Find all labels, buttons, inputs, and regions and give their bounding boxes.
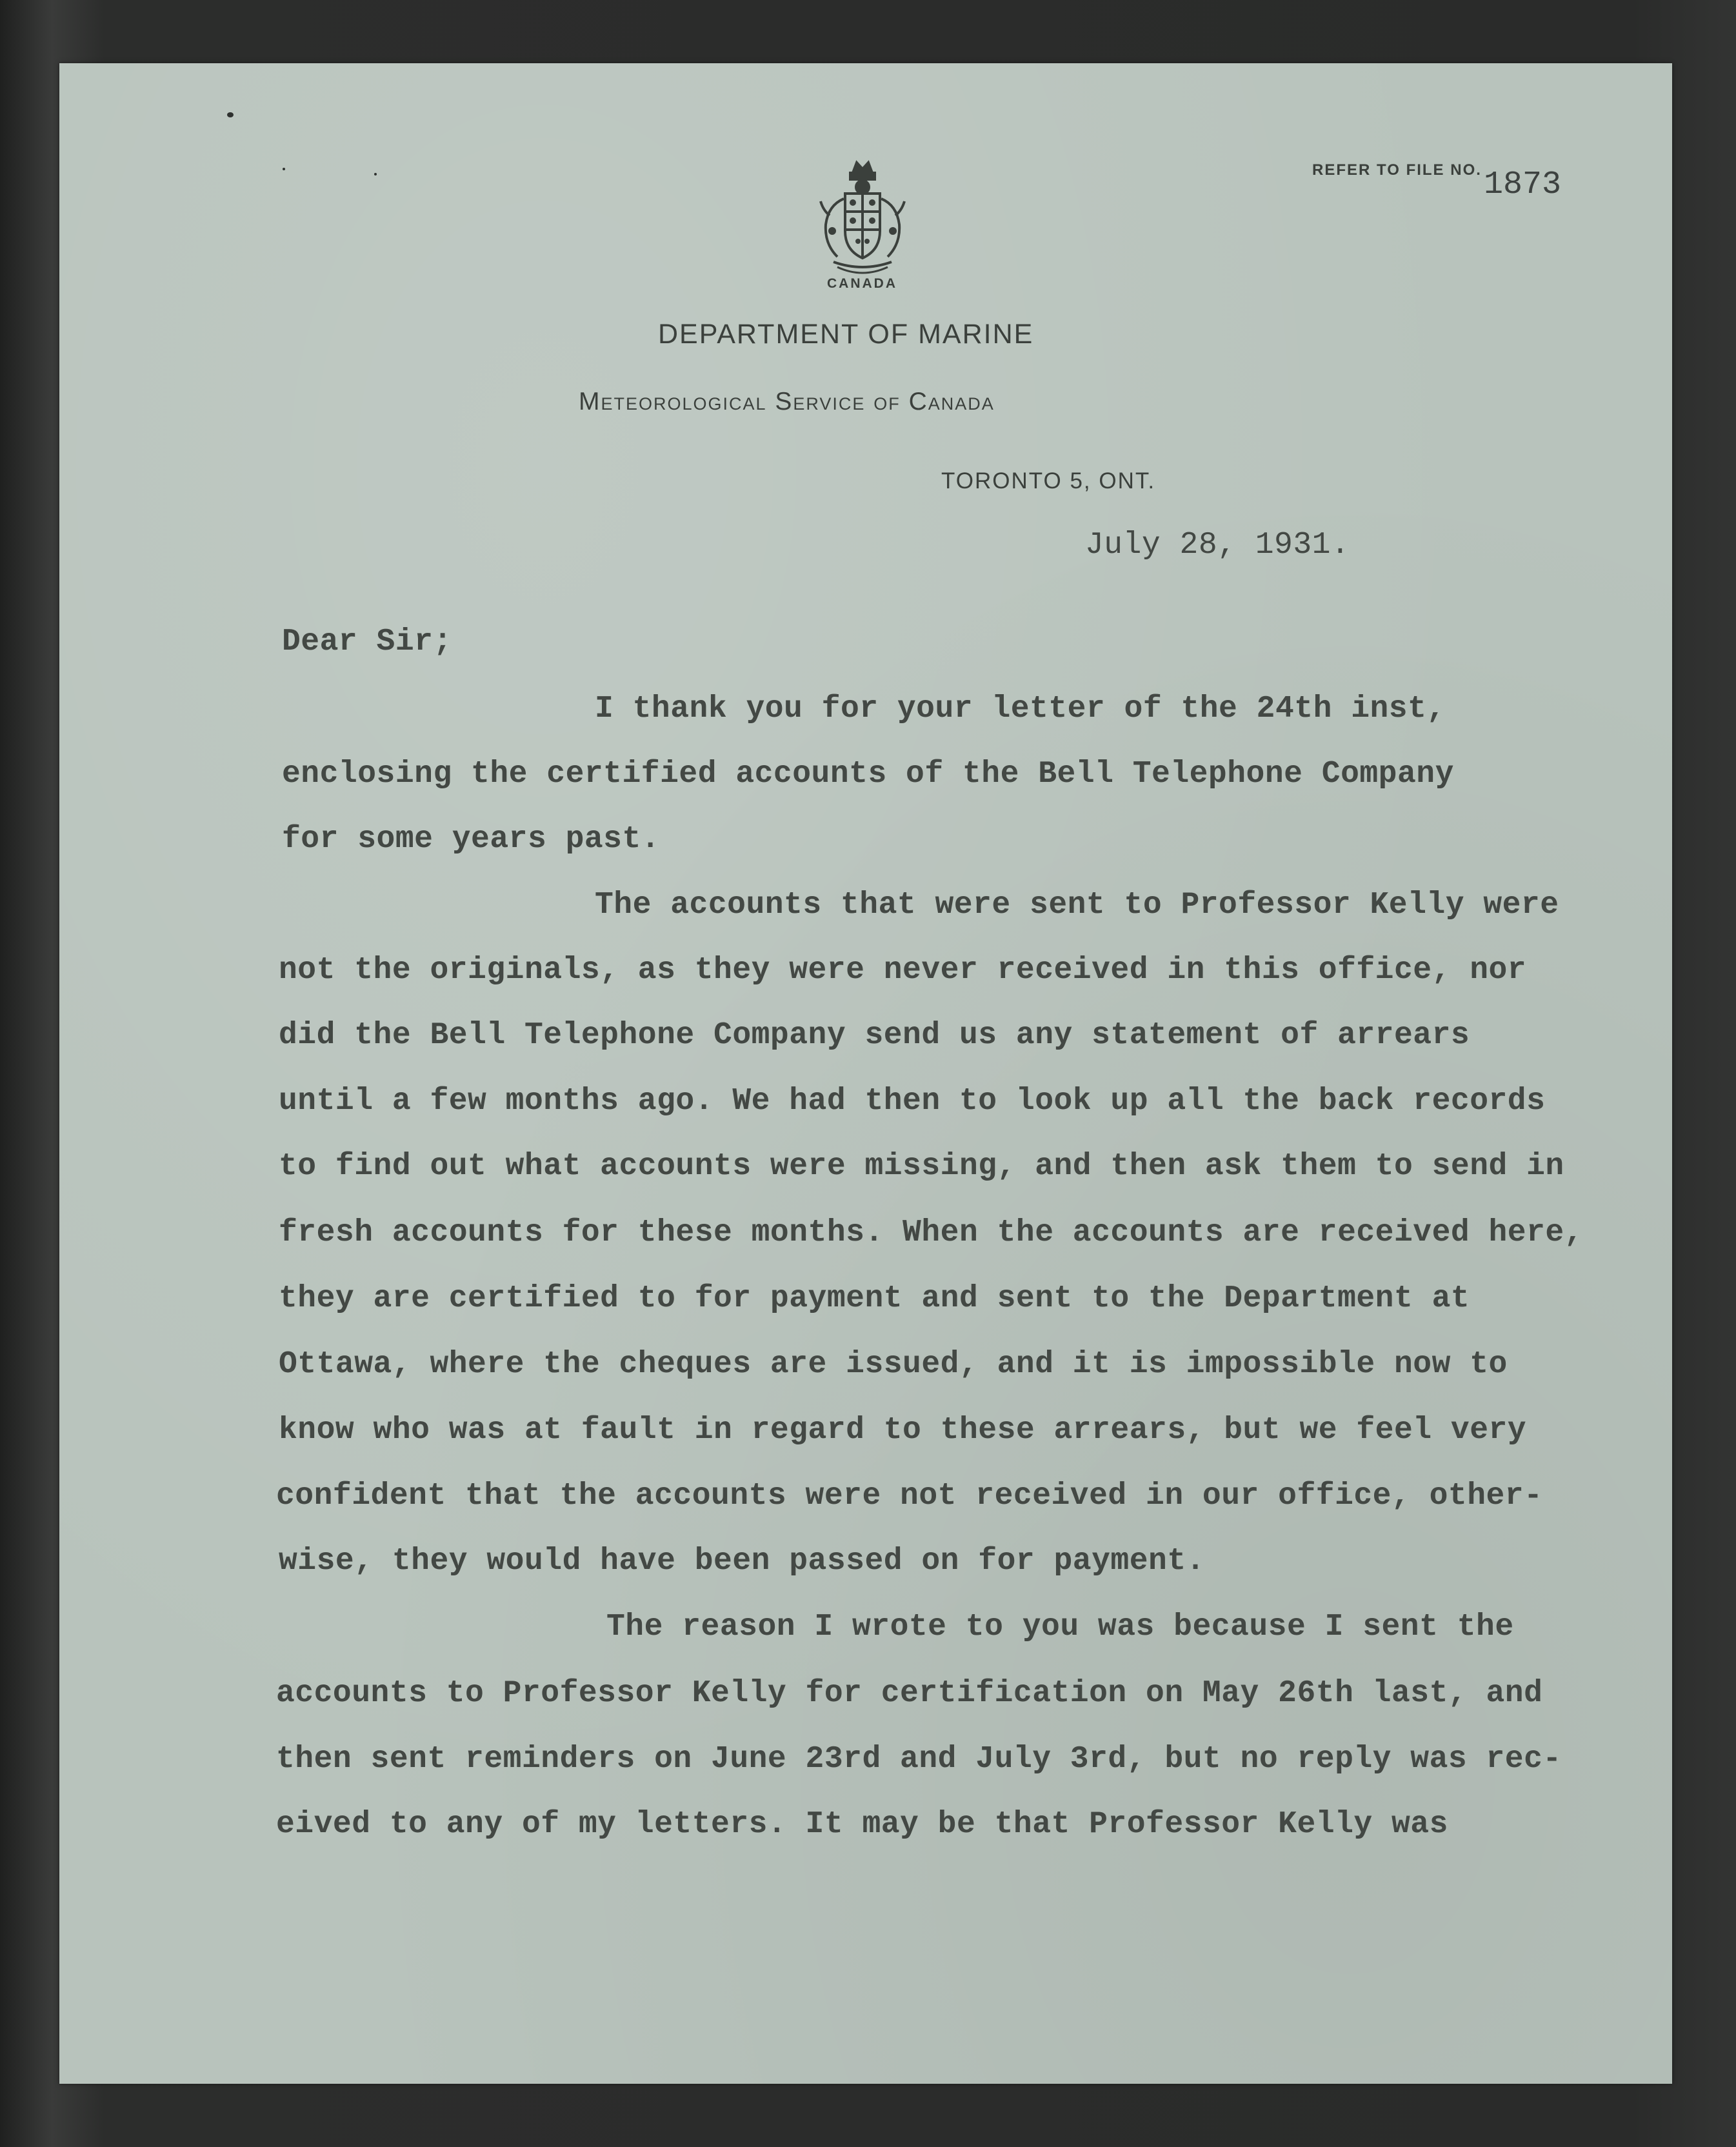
ink-speck bbox=[374, 173, 377, 175]
body-line: eived to any of my letters. It may be that Professor Kelly was bbox=[276, 1807, 1448, 1842]
body-line: accounts to Professor Kelly for certification on May 26th last, and bbox=[276, 1676, 1543, 1711]
file-reference-label: REFER TO FILE NO. bbox=[1312, 161, 1482, 179]
office-location: TORONTO 5, ONT. bbox=[941, 468, 1156, 494]
body-line: not the originals, as they were never received in this office, nor bbox=[279, 953, 1527, 988]
salutation: Dear Sir; bbox=[282, 624, 452, 659]
ink-speck bbox=[283, 168, 285, 170]
body-line: I thank you for your letter of the 24th inst, bbox=[595, 692, 1446, 726]
body-line: know who was at fault in regard to these arrears, but we feel very bbox=[279, 1413, 1527, 1448]
body-line: The accounts that were sent to Professor Kelly were bbox=[595, 888, 1559, 923]
body-line: did the Bell Telephone Company send us any statement of arrears bbox=[279, 1018, 1470, 1053]
body-line: confident that the accounts were not received in our office, other- bbox=[276, 1479, 1543, 1513]
body-line: until a few months ago. We had then to look up all the back records bbox=[279, 1084, 1546, 1119]
ink-speck bbox=[227, 112, 234, 117]
body-line: The reason I wrote to you was because I sent the bbox=[606, 1610, 1514, 1644]
letter-date: July 28, 1931. bbox=[1085, 528, 1350, 563]
crest-caption: CANADA bbox=[827, 276, 897, 291]
body-line: fresh accounts for these months. When the accounts are received here, bbox=[279, 1215, 1584, 1250]
service-heading: Meteorological Service of Canada bbox=[579, 388, 995, 415]
body-line: to find out what accounts were missing, and then ask them to send in bbox=[279, 1149, 1564, 1184]
body-line: for some years past. bbox=[282, 822, 661, 857]
letter-sheet bbox=[59, 63, 1672, 2084]
body-line: enclosing the certified accounts of the Bell Telephone Company bbox=[282, 757, 1454, 792]
department-heading: DEPARTMENT OF MARINE bbox=[658, 319, 1034, 350]
body-line: Ottawa, where the cheques are issued, and it is impossible now to bbox=[279, 1347, 1508, 1382]
body-line: wise, they would have been passed on for payment. bbox=[279, 1544, 1205, 1579]
file-reference-number: 1873 bbox=[1484, 166, 1562, 203]
body-line: then sent reminders on June 23rd and July 3rd, but no reply was rec- bbox=[276, 1742, 1562, 1777]
canada-coat-of-arms-emblem bbox=[814, 154, 911, 295]
body-line: they are certified to for payment and sent to the Department at bbox=[279, 1281, 1470, 1316]
